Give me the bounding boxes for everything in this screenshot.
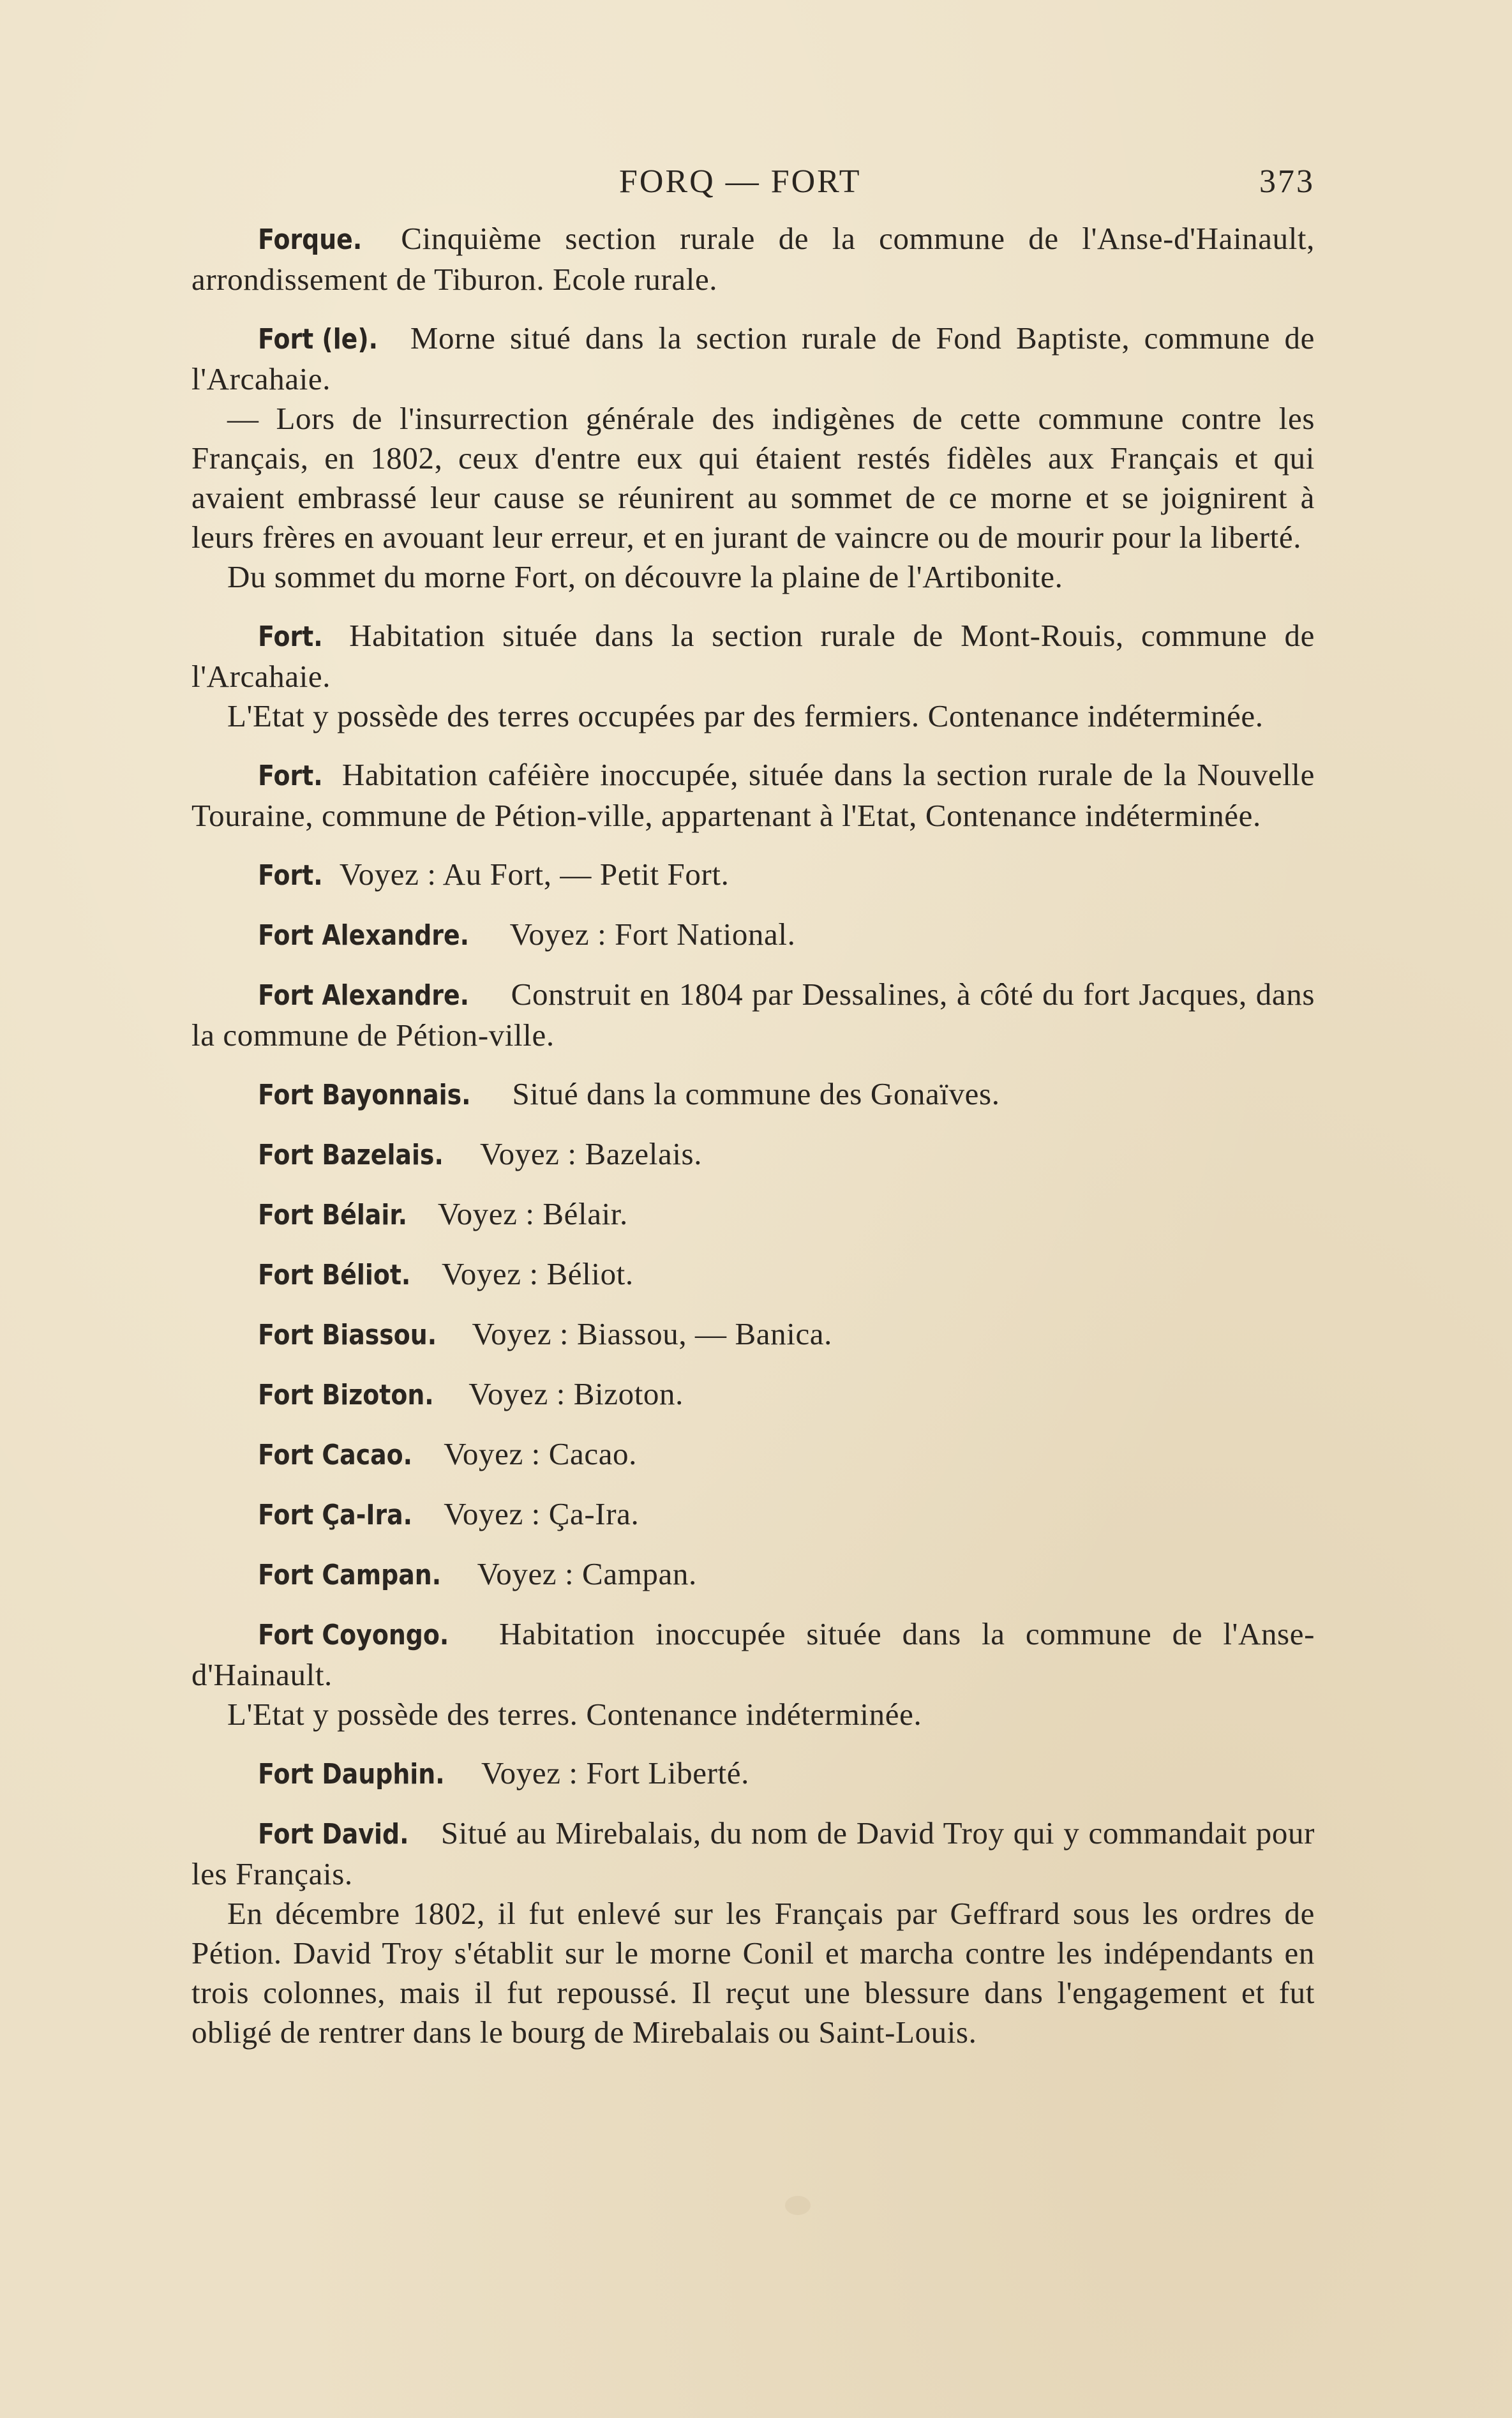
entry-text: Voyez : Biassou, — Banica.	[472, 1316, 832, 1351]
page-number: 373	[1259, 163, 1315, 200]
dictionary-entry	[191, 855, 1315, 896]
entry-headword: Fort.	[258, 760, 323, 792]
entry-text: Voyez : Cacao.	[444, 1436, 637, 1471]
entry-headword: Fort Campan.	[258, 1559, 442, 1591]
entry-headword: Fort Bizoton.	[258, 1379, 434, 1411]
entry-headword: Fort.	[258, 620, 323, 653]
entry-headword: Fort Bayonnais.	[258, 1079, 471, 1111]
entry-text: Habitation inoccupée située dans la commune de l'Anse-d'Hainault.	[191, 1616, 1315, 1692]
dictionary-entry	[191, 1614, 1315, 1695]
entry-headword: Fort Alexandre.	[258, 919, 469, 952]
dictionary-entry	[191, 1434, 1315, 1475]
dictionary-entry	[191, 319, 1315, 399]
dictionary-entry	[191, 1374, 1315, 1415]
entry-text: Voyez : Fort Liberté.	[481, 1755, 749, 1791]
entry-text: Situé dans la commune des Gonaïves.	[512, 1076, 1000, 1111]
dictionary-entry	[191, 616, 1315, 696]
entry-continuation	[191, 399, 1315, 557]
entry-headword: Fort Dauphin.	[258, 1758, 445, 1791]
entry-text: Du sommet du morne Fort, on découvre la plaine de l'Artibonite.	[227, 559, 1063, 594]
entry-text: L'Etat y possède des terres. Contenance indéterminée.	[227, 1697, 922, 1732]
dictionary-entry	[191, 915, 1315, 956]
entry-headword: Fort Bazelais.	[258, 1139, 444, 1171]
entry-text: Habitation située dans la section rurale de Mont-Rouis, commune de l'Arcahaie.	[191, 618, 1315, 694]
entry-text: Habitation caféière inoccupée, située dans la section rurale de la Nouvelle Touraine, commune de Pétion-ville, appartenant à l'Etat, Contenance indéterminée.	[191, 757, 1315, 833]
entry-headword: Fort David.	[258, 1818, 409, 1851]
entry-text: Voyez : Fort National.	[509, 917, 796, 952]
entry-text: Voyez : Bélair.	[437, 1196, 628, 1231]
entry-headword: Fort Biassou.	[258, 1319, 437, 1351]
entry-text: Construit en 1804 par Dessalines, à côté du fort Jacques, dans la commune de Pétion-ville.	[191, 977, 1315, 1053]
entry-text: En décembre 1802, il fut enlevé sur les Français par Geffrard sous les ordres de Pétion. David Troy s'établit sur le morne Conil et marcha contre les indépendants en trois colonnes, mais il fut repoussé. Il reçut une blessure dans l'engagement et fut obligé de rentrer dans le bourg de Mirebalais ou Saint-Louis.	[191, 1896, 1315, 2050]
entry-text: — Lors de l'insurrection générale des indigènes de cette commune contre les Français, en 1802, ceux d'entre eux qui étaient restés fidèles aux Français et qui avaient embrassé leur cause se réunirent au sommet de ce morne et se joignirent à leurs frères en avouant leur erreur, et en jurant de vaincre ou de mourir pour la liberté.	[191, 401, 1315, 555]
entry-text: Voyez : Au Fort, — Petit Fort.	[339, 857, 730, 892]
dictionary-entries	[191, 219, 1315, 2052]
entry-text: Voyez : Ça-Ira.	[444, 1496, 640, 1531]
dictionary-entry	[191, 975, 1315, 1055]
entry-text: Voyez : Béliot.	[442, 1256, 634, 1291]
entry-text: Morne situé dans la section rurale de Fond Baptiste, commune de l'Arcahaie.	[191, 320, 1315, 396]
dictionary-entry	[191, 1494, 1315, 1535]
entry-continuation	[191, 1894, 1315, 2052]
entry-text: L'Etat y possède des terres occupées par des fermiers. Contenance indéterminée.	[227, 698, 1264, 733]
entry-continuation	[191, 557, 1315, 597]
entry-text: Situé au Mirebalais, du nom de David Troy qui y commandait pour les Français.	[191, 1815, 1315, 1891]
dictionary-entry	[191, 1753, 1315, 1794]
entry-headword: Forque.	[258, 223, 363, 256]
entry-headword: Fort Béliot.	[258, 1259, 411, 1291]
entry-text: Voyez : Bizoton.	[468, 1376, 684, 1411]
dictionary-entry	[191, 1134, 1315, 1175]
entry-headword: Fort Bélair.	[258, 1199, 408, 1231]
dictionary-entry	[191, 1254, 1315, 1295]
dictionary-entry	[191, 219, 1315, 299]
dictionary-entry	[191, 1194, 1315, 1235]
dictionary-entry	[191, 1554, 1315, 1595]
dictionary-entry	[191, 1074, 1315, 1115]
entry-headword: Fort Coyongo.	[258, 1619, 449, 1651]
dictionary-entry	[191, 1814, 1315, 1894]
running-head	[191, 163, 1315, 214]
entry-text: Cinquième section rurale de la commune de l'Anse-d'Hainault, arrondissement de Tiburon. Ecole rurale.	[191, 221, 1315, 297]
entry-headword: Fort Cacao.	[258, 1439, 413, 1471]
book-page	[191, 163, 1315, 2269]
running-head-title: FORQ — FORT	[619, 163, 862, 200]
entry-continuation	[191, 696, 1315, 736]
entry-headword: Fort Ça-Ira.	[258, 1499, 413, 1531]
dictionary-entry	[191, 755, 1315, 836]
entry-headword: Fort.	[258, 859, 323, 892]
entry-headword: Fort Alexandre.	[258, 979, 469, 1012]
entry-continuation	[191, 1695, 1315, 1734]
dictionary-entry	[191, 1314, 1315, 1355]
entry-headword: Fort (le).	[258, 323, 378, 356]
entry-text: Voyez : Bazelais.	[479, 1136, 703, 1171]
entry-text: Voyez : Campan.	[477, 1556, 697, 1591]
